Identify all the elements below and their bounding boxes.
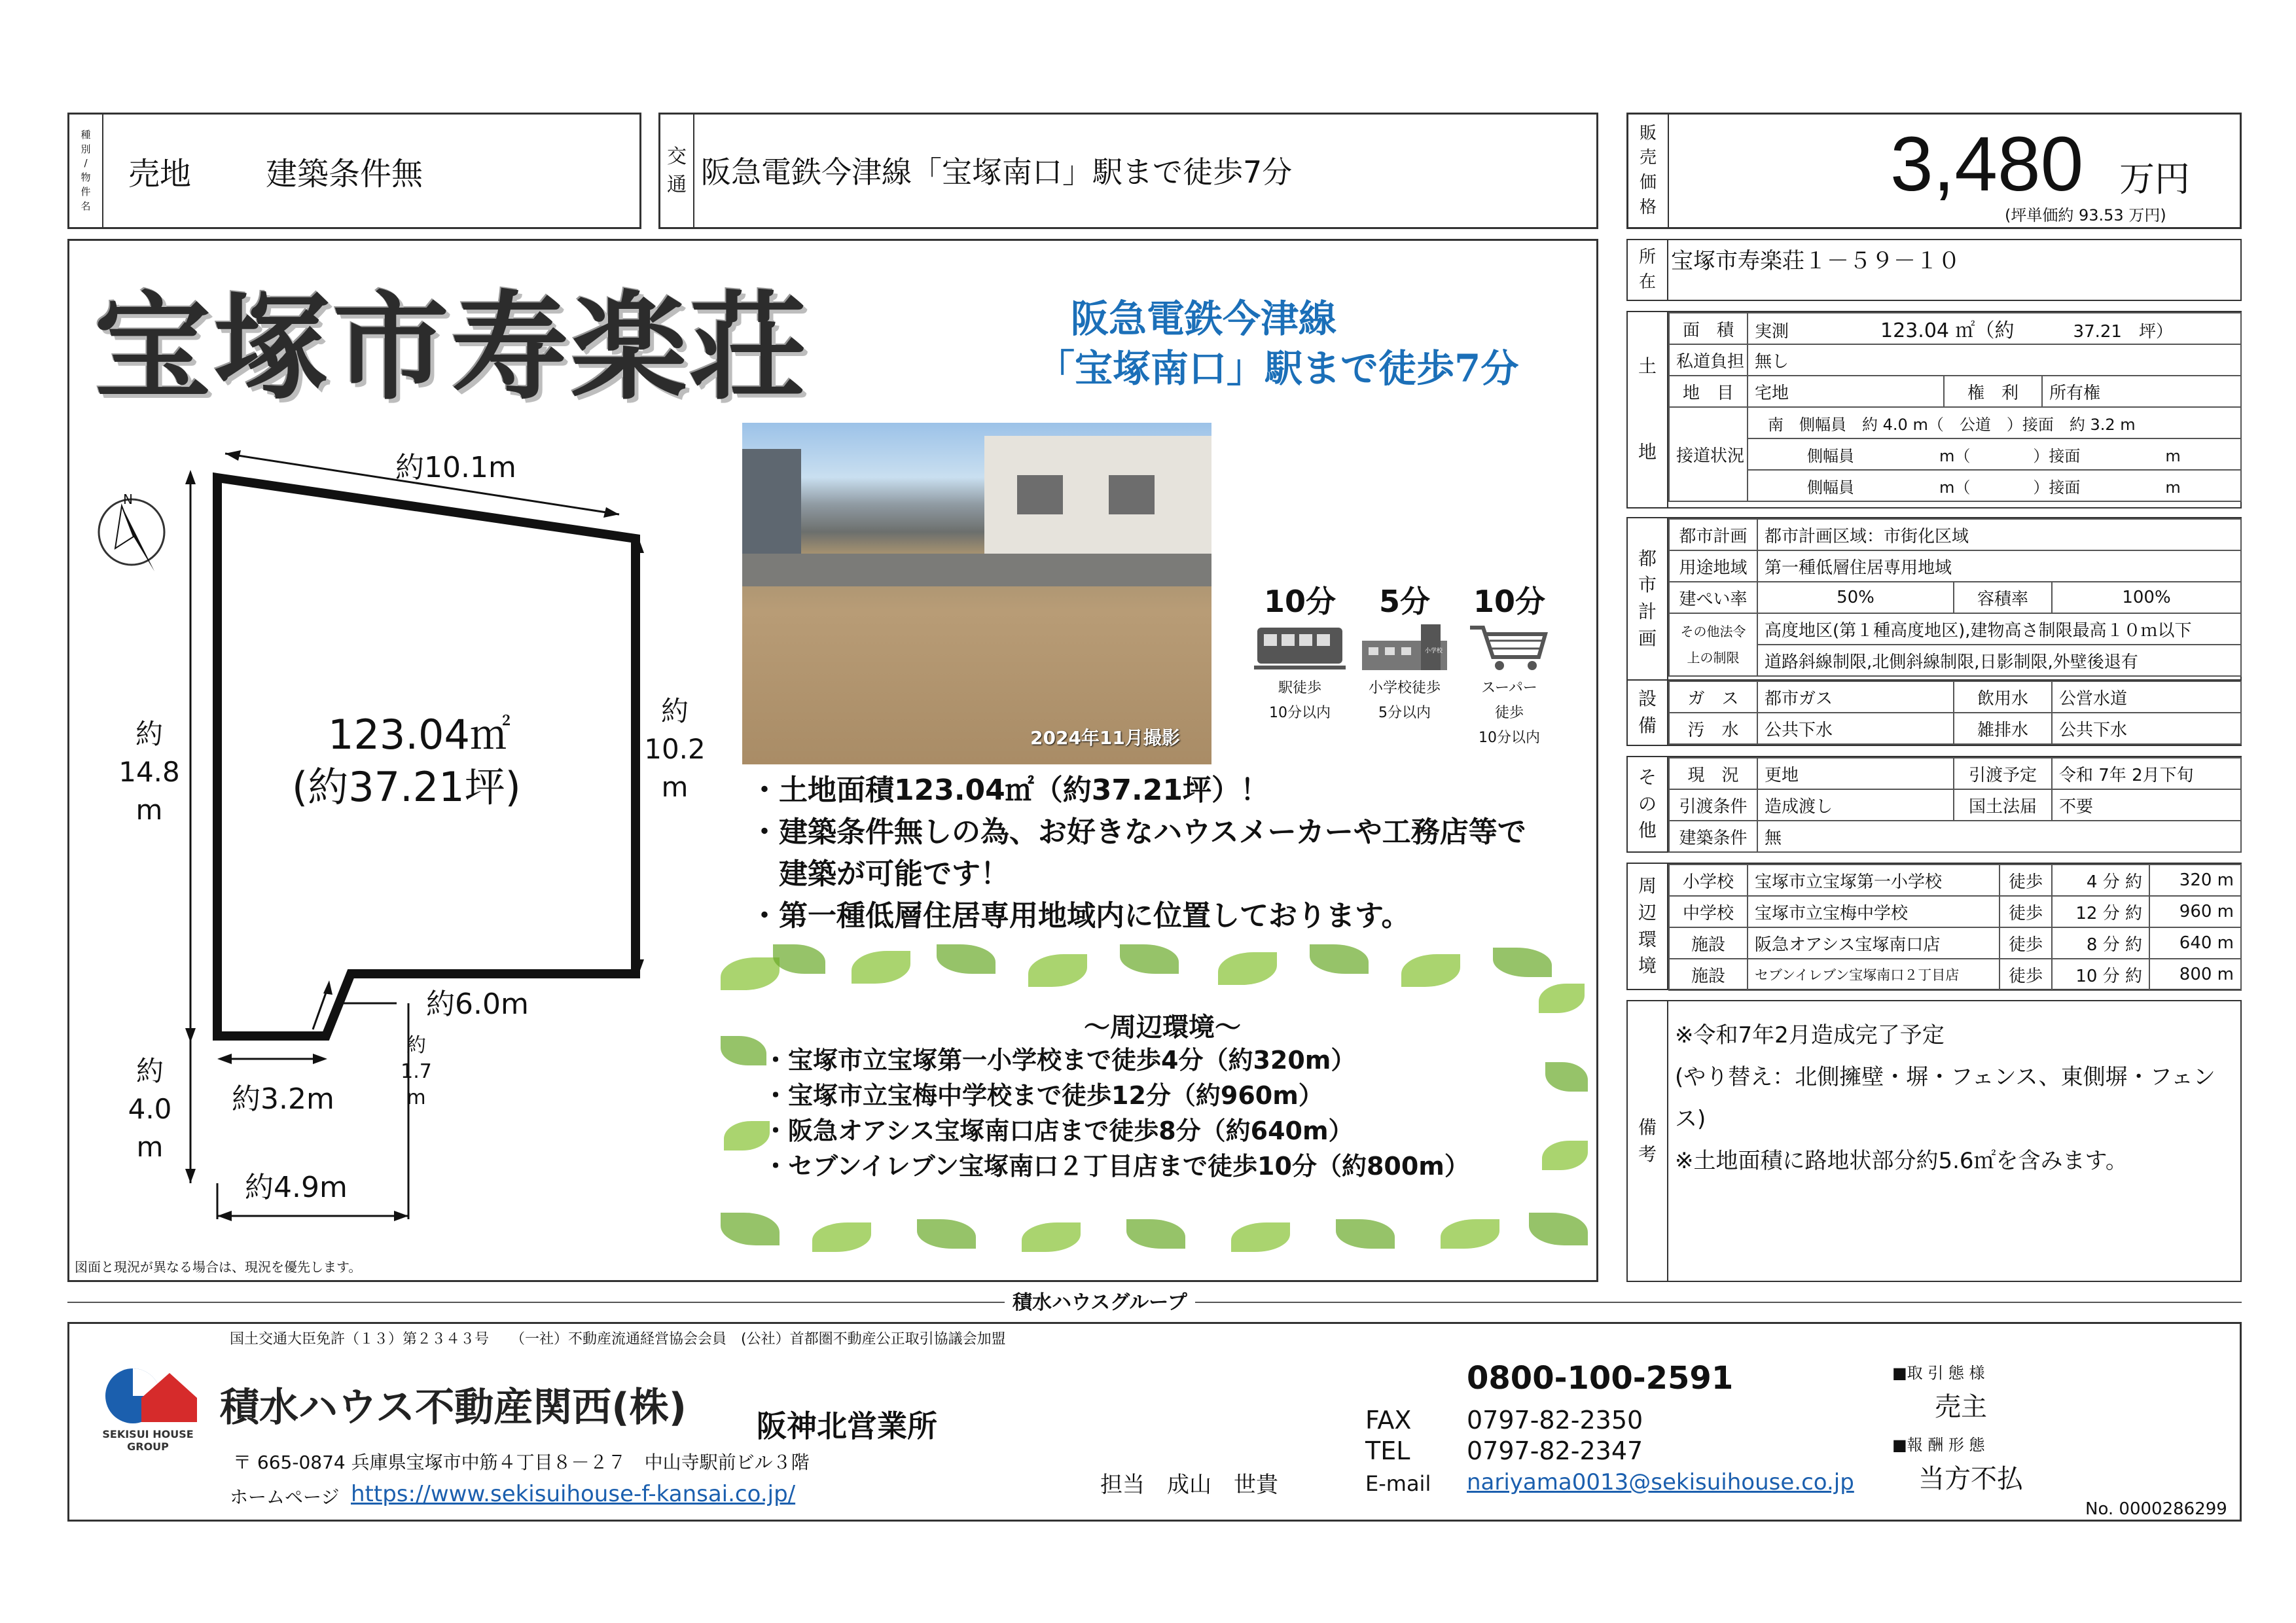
other-label: そ の 他 — [1628, 757, 1668, 851]
land-label: 土 地 — [1628, 312, 1668, 507]
trade-type-value: 売主 — [1935, 1392, 1987, 1422]
school-icon — [1359, 621, 1450, 673]
highlight-item: 建築が可能です！ — [750, 857, 1009, 891]
photo-caption: 2024年11月撮影 — [1030, 727, 1180, 749]
group-label: 積水ハウスグループ — [1005, 1286, 1195, 1315]
dim-left: 約 14.8 m — [118, 718, 180, 826]
city-plan-box — [1626, 517, 2242, 681]
sekisui-logo-icon — [92, 1360, 204, 1425]
property-title: 宝塚市寿楽荘 — [94, 279, 809, 416]
company-logo: SEKISUI HOUSE GROUP — [92, 1360, 204, 1452]
facilities-box — [1626, 681, 2242, 746]
surroundings-item: ・宝塚市立宝梅中学校まで徒歩12分（約960m） — [763, 1081, 1323, 1110]
facilities-label: 設 備 — [1628, 681, 1668, 745]
surroundings-item: ・セブンイレブン宝塚南口２丁目店まで徒歩10分（約800m） — [763, 1152, 1469, 1181]
remarks-label: 備 考 — [1628, 1001, 1668, 1281]
surroundings-item: ・阪急オアシス宝塚南口店まで徒歩8分（約640m） — [763, 1116, 1354, 1145]
price-box — [1626, 113, 2242, 229]
document-number: No. 0000286299 — [2085, 1499, 2227, 1519]
tel-label: TEL — [1365, 1436, 1410, 1465]
nearby-label: 周 辺 環 境 — [1628, 864, 1668, 989]
dim-top: 約10.1m — [395, 451, 516, 484]
stat-supermarket: 10分 スーパー 徒歩 10分以内 — [1457, 578, 1562, 751]
transit-box — [658, 113, 1598, 229]
surroundings-list — [763, 1043, 1469, 1184]
company-address: 〒 665-0874 兵庫県宝塚市中筋４丁目８－２７ 中山寺駅前ビル３階 — [233, 1452, 810, 1473]
footer-box — [67, 1322, 2242, 1522]
stat-school: 5分 小学校 小学校徒歩 5分以内 — [1352, 578, 1457, 726]
nearby-row: 施設 セブンイレブン宝塚南口２丁目店 徒歩 10 分 約 800 m — [1669, 959, 2241, 990]
nearby-table — [1668, 864, 2242, 991]
surroundings-frame — [721, 944, 1591, 1252]
email-link[interactable]: nariyama0013@sekisuihouse.co.jp — [1467, 1469, 1854, 1495]
highlight-item: ・土地面積123.04㎡（約37.21坪）！ — [750, 774, 1269, 807]
dim-road-bottom: 約4.9m — [245, 1171, 348, 1204]
price-label: 販 売 価 格 — [1628, 115, 1669, 227]
highlight-item: ・建築条件無しの為、お好きなハウスメーカーや工務店等で — [750, 815, 1526, 849]
other-table: 現 況 更地 引渡予定 令和 7年 2月下旬 引渡条件 造成渡し 国土法届 不要 建築条件 無 — [1668, 757, 2242, 853]
kind-label: 種 別 / 物 件 名 — [69, 115, 103, 227]
build-condition: 建築条件無 — [266, 156, 423, 192]
plot-area: 123.04㎡ — [328, 711, 511, 758]
nearby-box — [1626, 863, 2242, 990]
tel-number: 0797-82-2347 — [1467, 1436, 1643, 1465]
price-unit: 万円 — [2119, 158, 2190, 200]
branch-name: 阪神北営業所 — [757, 1408, 937, 1444]
transit-label: 交 通 — [660, 115, 694, 227]
nearby-row: 中学校 宝塚市立宝梅中学校 徒歩 12 分 約 960 m — [1669, 896, 2241, 927]
nearby-row: 小学校 宝塚市立宝塚第一小学校 徒歩 4 分 約 320 m — [1669, 865, 2241, 896]
other-box — [1626, 756, 2242, 853]
kind-value: 売地 — [128, 156, 192, 192]
price-value: 3,480 — [1890, 121, 2084, 207]
city-plan-table: 都市計画 都市計画区域：市街化区域 用途地域 第一種低層住居専用地域 建ぺい率 50% 容積率 100% その他法令 上の制限 高度地区(第１種高度地区),建物高さ制限最高１０ｍ以下 道路斜線制限,北側斜線制限,日影制限,外壁後退有 — [1668, 518, 2242, 677]
nearby-row: 施設 阪急オアシス宝塚南口店 徒歩 8 分 約 640 m — [1669, 927, 2241, 959]
fax-number: 0797-82-2350 — [1467, 1406, 1643, 1435]
main-panel — [67, 239, 1598, 1282]
highlight-item: ・第一種低層住居専用地域内に位置しております。 — [750, 899, 1410, 933]
location-label: 所 在 — [1628, 240, 1668, 300]
kind-box — [67, 113, 641, 229]
company-name: 積水ハウス不動産関西(株) — [220, 1385, 687, 1431]
fee-type-label: ■報 酬 形 態 — [1892, 1436, 1985, 1454]
highlights — [750, 770, 1526, 937]
dim-right: 約 10.2 m — [644, 695, 706, 803]
dim-bottom-left: 約3.2m — [232, 1082, 334, 1116]
plot-note: 図面と現況が異なる場合は、現況を優先します。 — [75, 1259, 362, 1275]
land-box — [1626, 311, 2242, 508]
email-label: E-mail — [1365, 1471, 1431, 1496]
surroundings-item: ・宝塚市立宝塚第一小学校まで徒歩4分（約320m） — [763, 1046, 1356, 1075]
land-table: 面 積 実測 123.04 ㎡（約 37.21 坪） 私道負担 無し 地 目 宅地 権 利 所有権 接道状況 南 側幅員 約 4.0 m（ 公道 ）接面 約 3.2 m 側幅員 m（ ）接面 m 側幅員 m（ ）接面 m — [1668, 312, 2242, 502]
fee-type-value: 当方不払 — [1918, 1464, 2023, 1494]
staff-name: 担当 成山 世貴 — [1100, 1472, 1278, 1498]
remarks-box — [1626, 1000, 2242, 1282]
fax-label: FAX — [1365, 1406, 1412, 1435]
trade-type-label: ■取 引 態 様 — [1892, 1364, 1985, 1382]
site-photo — [742, 423, 1211, 764]
dim-bottom-right: 約6.0m — [426, 988, 529, 1021]
surroundings-title: ～周辺環境～ — [1084, 1012, 1241, 1043]
svg-text:小学校: 小学校 — [1425, 648, 1443, 654]
license-text: 国土交通大臣免許（１３）第２３４３号 （一社）不動産流通経営協会会員 (公社）首都圏不動産公正取引協議会加盟 — [230, 1331, 1006, 1347]
title-sub-line1: 阪急電鉄今津線 — [1071, 296, 1337, 341]
location-box — [1626, 239, 2242, 301]
location-value: 宝塚市寿楽荘１－５９－１０ — [1671, 248, 1960, 274]
price-per-tsubo: (坪単価約 93.53 万円) — [2005, 206, 2166, 224]
dim-step: 約 1.7 m — [401, 1034, 432, 1109]
transit-value: 阪急電鉄今津線「宝塚南口」駅まで徒歩7分 — [701, 154, 1293, 190]
city-plan-label: 都 市 計 画 — [1628, 518, 1668, 679]
title-sub-line2: 「宝塚南口」駅まで徒歩7分 — [1037, 346, 1519, 391]
facilities-table: ガ ス 都市ガス 飲用水 公営水道 汚 水 公共下水 雑排水 公共下水 — [1668, 681, 2242, 745]
homepage-link[interactable]: https://www.sekisuihouse-f-kansai.co.jp/ — [351, 1481, 796, 1507]
north-compass-icon — [99, 491, 164, 571]
freedial-number: 0800-100-2591 — [1467, 1360, 1734, 1397]
plot-area-tsubo: (約37.21坪) — [292, 763, 521, 811]
svg-text:N: N — [123, 491, 133, 507]
train-icon — [1254, 621, 1346, 673]
stat-station: 10分 駅徒歩 10分以内 — [1247, 578, 1352, 726]
homepage-label: ホームページ — [230, 1486, 340, 1508]
cart-icon — [1463, 621, 1555, 673]
dim-road-width: 約 4.0 m — [128, 1055, 172, 1163]
remarks-text: ※令和7年2月造成完了予定 (やり替え：北側擁壁・塀・フェンス、東側塀・フェンス) ※土地面積に路地状部分約5.6㎡を含みます。 — [1675, 1022, 2215, 1174]
